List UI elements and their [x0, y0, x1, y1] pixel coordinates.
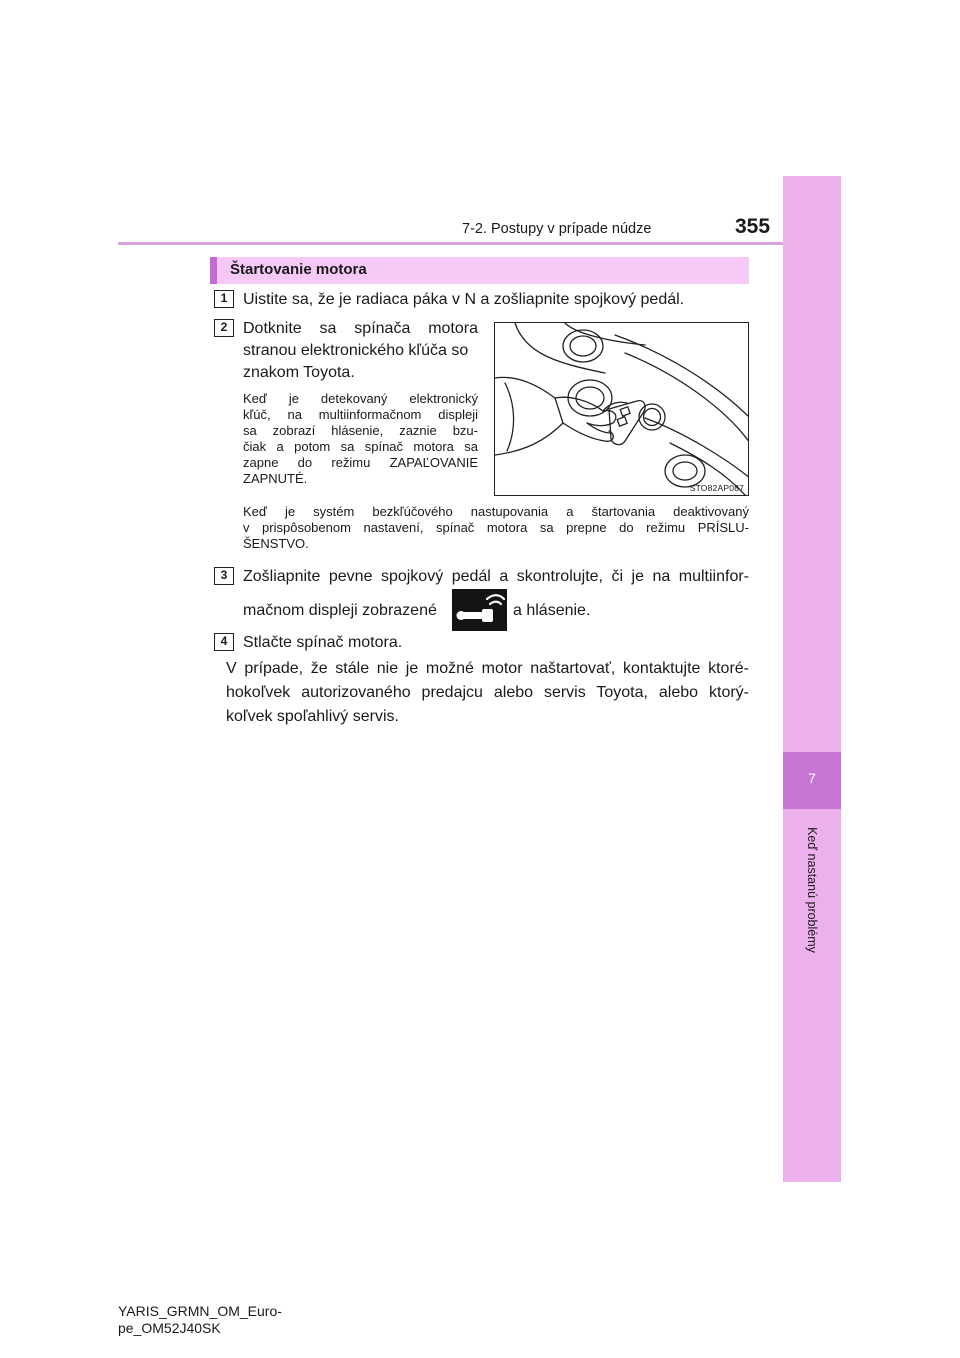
- step-2-note2-line: ŠENSTVO.: [243, 536, 309, 551]
- illustration-code: STO82AP087: [689, 483, 744, 493]
- step-number-4: 4: [214, 633, 234, 651]
- step-4-text: Stlačte spínač motora.: [243, 634, 403, 651]
- header-section-title: 7-2. Postupy v prípade núdze: [462, 221, 652, 237]
- footer-line: pe_OM52J40SK: [118, 1319, 221, 1336]
- footer-line: YARIS_GRMN_OM_Euro-: [118, 1303, 282, 1319]
- step-2-line-2: stranou elektronického kľúča so: [243, 342, 469, 359]
- step-2-note-line: kľúč, na multiinformačnom displeji: [243, 407, 478, 422]
- step-3-line-1: Zošliapnite pevne spojkový pedál a skontrolujte, či je na multiinfor-: [243, 568, 749, 585]
- illustration-hand-key-fob: [494, 322, 749, 496]
- section-title-bar: [210, 257, 749, 284]
- step-number-3: 3: [214, 567, 234, 585]
- page-number: 355: [735, 215, 771, 238]
- side-tab: [783, 176, 841, 1182]
- step-3-line-2a: mačnom displeji zobrazené: [243, 602, 437, 619]
- chapter-title: Keď nastanú problémy: [805, 827, 819, 953]
- section-title: Štartovanie motora: [230, 261, 367, 278]
- step-2-note-line: čiak a potom sa spínač motora sa: [243, 439, 478, 454]
- closing-line: koľvek spoľahlivý servis.: [226, 708, 399, 725]
- step-2-note-line: Keď je detekovaný elektronický: [243, 391, 478, 406]
- chapter-number: 7: [808, 770, 816, 786]
- step-2-note-line: ZAPNUTÉ.: [243, 471, 308, 486]
- step-1-text: Uistite sa, že je radiaca páka v N a zošliapnite spojkový pedál.: [243, 291, 685, 308]
- key-fob-signal-icon: [452, 589, 507, 631]
- step-2-line-1: Dotknite sa spínača motora: [243, 320, 478, 337]
- key-fob-start-button-illustration: [495, 323, 749, 496]
- step-2-note-line: sa zobrazí hlásenie, zaznie bzu-: [243, 423, 478, 438]
- step-2-line-3: znakom Toyota.: [243, 364, 355, 381]
- step-2-note-line: zapne do režimu ZAPAĽOVANIE: [243, 455, 478, 470]
- step-number-1: 1: [214, 290, 234, 308]
- header-rule: [118, 242, 783, 245]
- closing-line: hokoľvek autorizovaného predajcu alebo servis Toyota, alebo ktorý-: [226, 684, 749, 701]
- step-number-2: 2: [214, 319, 234, 337]
- step-2-note2-line: v prispôsobenom nastavení, spínač motora sa prepne do režimu PRÍSLU-: [243, 520, 749, 535]
- closing-line: V prípade, že stále nie je možné motor naštartovať, kontaktujte ktoré-: [226, 660, 749, 677]
- step-2-note2-line: Keď je systém bezkľúčového nastupovania a štartovania deaktivovaný: [243, 504, 749, 519]
- step-3-line-2b: a hlásenie.: [513, 602, 591, 619]
- footer-doc-id: [118, 1303, 282, 1337]
